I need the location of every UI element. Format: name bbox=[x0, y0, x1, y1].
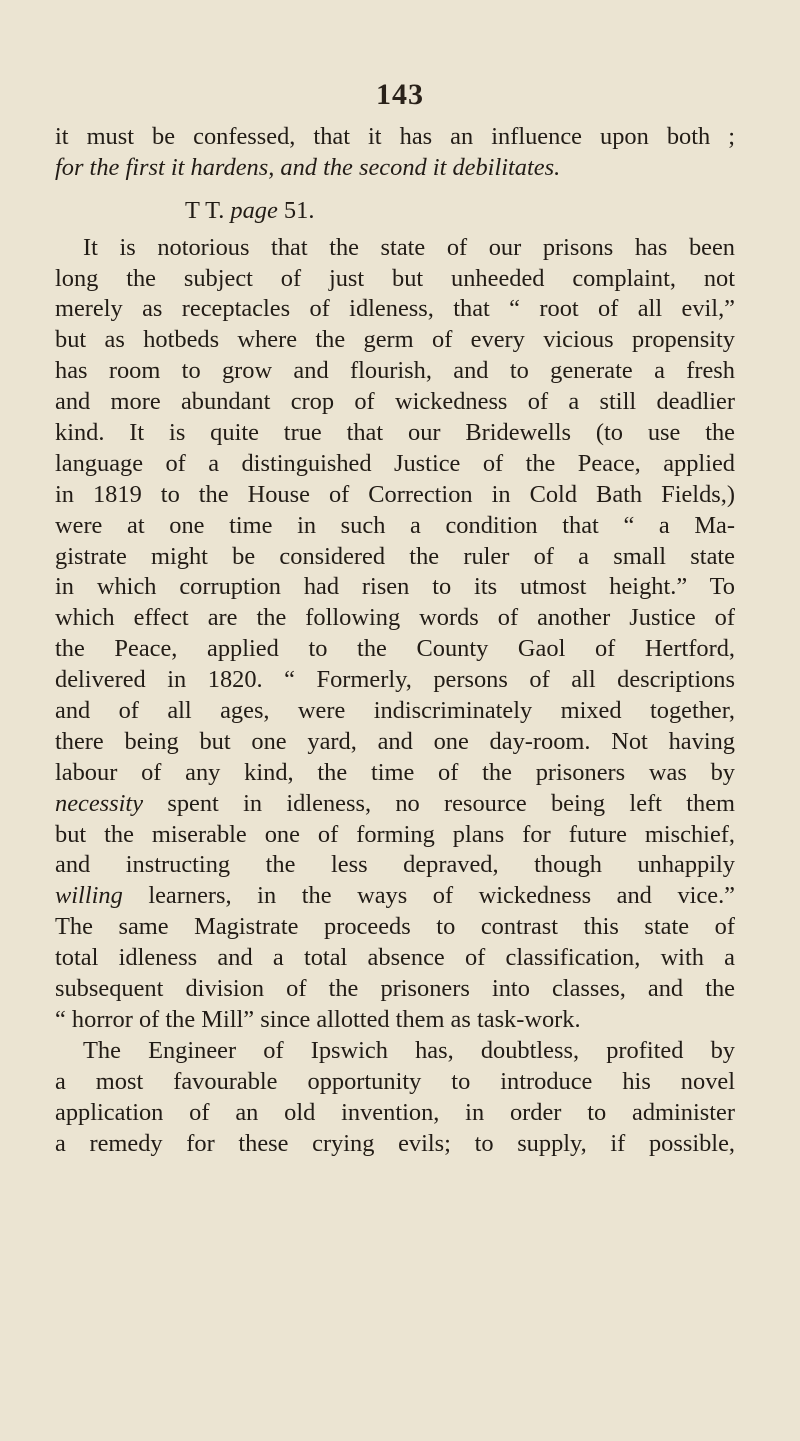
text-line bbox=[55, 153, 735, 184]
text-line bbox=[55, 634, 735, 665]
body-text bbox=[55, 122, 735, 1159]
text-line bbox=[55, 758, 735, 789]
text-segment: in which corruption had risen to its utmost height.” To bbox=[55, 573, 735, 601]
page-number: 143 bbox=[376, 78, 424, 111]
text-segment: and instructing the less depraved, though unhappily bbox=[55, 851, 735, 879]
text-line bbox=[55, 511, 735, 542]
text-line bbox=[55, 196, 735, 227]
italic-text: for the first it hardens, and the second it debilitates. bbox=[55, 153, 561, 181]
text-line bbox=[55, 850, 735, 881]
text-line bbox=[55, 727, 735, 758]
text-segment: it must be confessed, that it has an influence upon both ; bbox=[55, 123, 735, 150]
text-line bbox=[55, 603, 735, 634]
text-segment: but the miserable one of forming plans for future mischief, bbox=[55, 820, 735, 848]
text-line bbox=[55, 122, 735, 153]
text-segment: 51. bbox=[277, 196, 315, 224]
text-line bbox=[55, 820, 735, 851]
text-line bbox=[55, 572, 735, 603]
text-line bbox=[55, 387, 735, 418]
text-line bbox=[55, 418, 735, 449]
text-line bbox=[55, 1098, 735, 1129]
text-segment: “ horror of the Mill” since allotted them as task-work. bbox=[55, 1005, 581, 1033]
text-segment: merely as receptacles of idleness, that “ root of all evil,” bbox=[55, 295, 735, 323]
text-line bbox=[55, 542, 735, 573]
text-line bbox=[55, 665, 735, 696]
text-segment: total idleness and a total absence of classification, with a bbox=[55, 944, 735, 972]
text-segment: gistrate might be considered the ruler of a small state bbox=[55, 542, 735, 570]
text-segment: application of an old invention, in order to administer bbox=[55, 1098, 735, 1126]
text-segment: has room to grow and flourish, and to generate a fresh bbox=[55, 357, 735, 385]
text-segment: which effect are the following words of another Justice of bbox=[55, 604, 735, 632]
text-segment: a remedy for these crying evils; to supply, if possible, bbox=[55, 1129, 735, 1157]
text-segment: and more abundant crop of wickedness of a still deadlier bbox=[55, 388, 735, 416]
italic-text: willing bbox=[55, 882, 123, 910]
text-segment: learners, in the ways of wickedness and vice.” bbox=[122, 882, 735, 910]
text-segment: a most favourable opportunity to introduce his novel bbox=[55, 1067, 735, 1095]
text-line bbox=[55, 881, 735, 912]
text-line bbox=[55, 325, 735, 356]
text-line bbox=[55, 233, 735, 264]
text-line bbox=[55, 294, 735, 325]
text-line bbox=[55, 943, 735, 974]
italic-text: page bbox=[230, 196, 278, 224]
text-segment: there being but one yard, and one day-room. Not having bbox=[55, 727, 735, 755]
text-line bbox=[55, 356, 735, 387]
text-segment: subsequent division of the prisoners into classes, and the bbox=[55, 975, 735, 1003]
text-line bbox=[55, 696, 735, 727]
text-segment: were at one time in such a condition that “ a Ma- bbox=[55, 511, 735, 539]
text-segment: spent in idleness, no resource being left them bbox=[143, 789, 735, 817]
text-line bbox=[55, 1005, 735, 1036]
text-segment: It is notorious that the state of our prisons has been bbox=[83, 233, 735, 261]
text-line bbox=[55, 1129, 735, 1160]
text-segment: The Engineer of Ipswich has, doubtless, profited by bbox=[83, 1036, 735, 1064]
text-line bbox=[55, 449, 735, 480]
text-segment: the Peace, applied to the County Gaol of Hertford, bbox=[55, 635, 735, 663]
text-segment: delivered in 1820. “ Formerly, persons of all descriptions bbox=[55, 666, 735, 694]
text-line bbox=[55, 480, 735, 511]
italic-text: necessity bbox=[55, 789, 144, 817]
text-segment: long the subject of just but unheeded complaint, not bbox=[55, 264, 735, 292]
text-segment: and of all ages, were indiscriminately mixed together, bbox=[55, 697, 735, 725]
text-segment: language of a distinguished Justice of the Peace, applied bbox=[55, 449, 735, 477]
text-line bbox=[55, 1067, 735, 1098]
text-line bbox=[55, 974, 735, 1005]
text-segment: T T. bbox=[185, 196, 231, 224]
text-line bbox=[55, 1036, 735, 1067]
text-segment: but as hotbeds where the germ of every vicious propensity bbox=[55, 326, 735, 354]
text-segment: kind. It is quite true that our Bridewells (to use the bbox=[55, 419, 735, 447]
text-line bbox=[55, 789, 735, 820]
text-segment: in 1819 to the House of Correction in Cold Bath Fields,) bbox=[55, 480, 735, 508]
text-segment: labour of any kind, the time of the prisoners was by bbox=[55, 758, 735, 786]
text-segment: The same Magistrate proceeds to contrast this state of bbox=[55, 913, 735, 941]
text-line bbox=[55, 912, 735, 943]
text-line bbox=[55, 264, 735, 295]
